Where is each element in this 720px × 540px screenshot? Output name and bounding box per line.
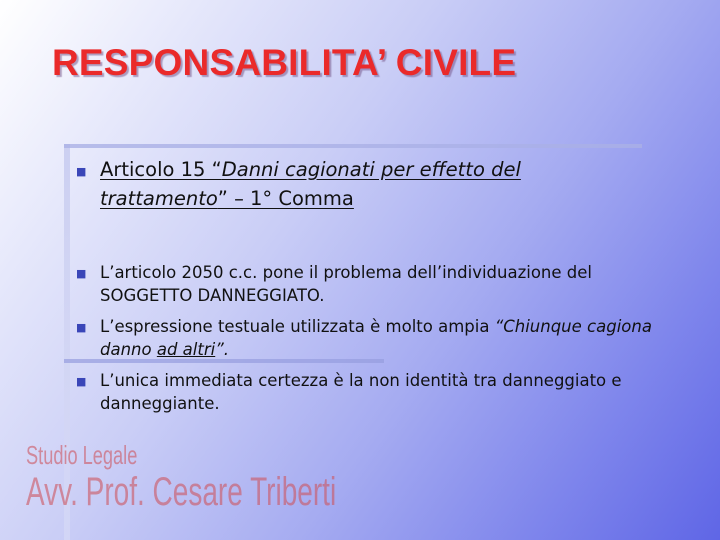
logo-line-1: Studio Legale [26,440,138,470]
list-item [76,369,656,415]
heading-prefix: Articolo 15 “ [100,158,222,181]
list-item-text [76,315,656,361]
quote-close: ”. [215,340,230,359]
square-bullet-icon: ■ [76,165,87,178]
logo-line-2: Avv. Prof. Cesare Triberti [26,470,337,514]
heading-suffix: ” – 1° Comma [217,187,354,210]
quote-underlined: ad altri [156,340,216,359]
list-item-text: L’articolo 2050 c.c. pone il problema dell’individuazione del SOGGETTO DANNEGGIATO. [100,263,592,305]
list-item [76,261,656,307]
heading-bullet-item [76,155,636,213]
slide-title: RESPONSABILITA’ CIVILE [52,42,517,83]
square-bullet-icon: ■ [76,267,87,280]
list-item [76,315,656,361]
heading-text [76,155,636,213]
studio-logo [26,442,336,512]
square-bullet-icon: ■ [76,375,87,388]
bullet-list [76,261,656,423]
top-decorative-rule [64,144,642,148]
heading-italic: Danni cagionati per effetto del trattamento [100,158,521,210]
quote-open: “Chiunque cagiona danno [100,317,652,359]
list-item-text-before: L’espressione testuale utilizzata è molto ampia [100,317,495,336]
square-bullet-icon: ■ [76,321,87,334]
list-item-text: L’unica immediata certezza è la non identità tra danneggiato e danneggiante. [100,371,622,413]
